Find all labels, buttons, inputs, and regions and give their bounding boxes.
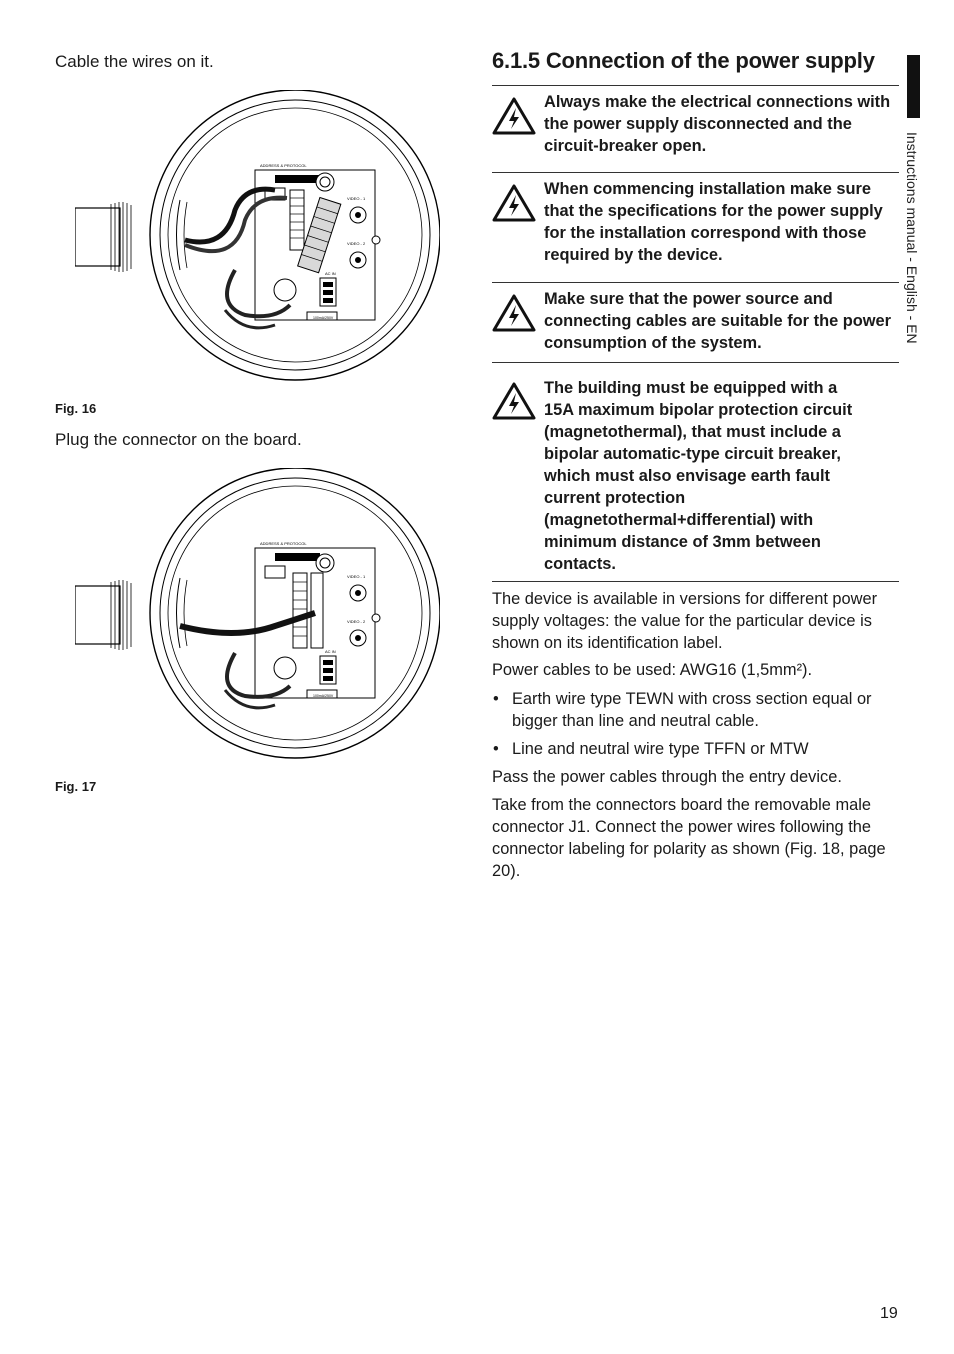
list-item [492, 688, 897, 732]
fig17-video1-label: VIDEO - 1 [347, 574, 366, 579]
fig17-rating-label: 100mA/250V [313, 694, 334, 698]
bullet-icon: • [493, 690, 499, 708]
warning-text: When commencing installation make sure that the specifications for the power supply for the installation correspond with those required by the device. [544, 180, 883, 264]
electric-hazard-icon [492, 183, 536, 223]
section-title: 6.1.5 Connection of the power supply [492, 48, 875, 73]
list-item [492, 738, 897, 760]
fig16-rating-label: 100mA/250V [313, 316, 334, 320]
paragraph-voltage-versions: The device is available in versions for different power supply voltages: the value for the particular device is shown on its identification label. [492, 590, 878, 652]
paragraph-cable-spec: Power cables to be used: AWG16 (1,5mm²). [492, 661, 813, 679]
fig17-caption: Fig. 17 [55, 779, 97, 794]
paragraph-connector-j1: Take from the connectors board the removable male connector J1. Connect the power wires following the connector labeling for polarity as shown (Fig. 18, page 20). [492, 796, 886, 880]
fig16-video2-label: VIDEO - 2 [347, 241, 366, 246]
fig17-acin-label: AC IN [325, 649, 336, 654]
page-number: 19 [880, 1305, 898, 1322]
bullet-text: Earth wire type TEWN with cross section equal or bigger than line and neutral cable. [512, 690, 872, 730]
warning-text: The building must be equipped with a 15A maximum bipolar protection circuit (magnetothermal), that must include a bipolar automatic-type circuit breaker, which must also envisage earth fault current protection (magnetothermal+differential) with minimum distance of 3mm between contacts. [544, 379, 853, 573]
bullet-text: Line and neutral wire type TFFN or MTW [512, 740, 809, 758]
warning-box [492, 282, 899, 363]
electric-hazard-icon [492, 293, 536, 333]
bullet-icon: • [493, 740, 499, 758]
fig16-caption: Fig. 16 [55, 401, 97, 416]
warning-box [492, 362, 899, 582]
warning-box [492, 172, 899, 277]
sidebar-tab-marker [907, 55, 920, 118]
warning-text: Make sure that the power source and connecting cables are suitable for the power consumption of the system. [544, 290, 892, 352]
electric-hazard-icon [492, 381, 536, 421]
fig16-video1-label: VIDEO - 1 [347, 196, 366, 201]
figure-16-illustration [75, 90, 440, 385]
fig16-address-label: ADDRESS & PROTOCOL [260, 163, 307, 168]
intro-text-1: Cable the wires on it. [55, 52, 214, 71]
warning-text: Always make the electrical connections with the power supply disconnected and the circuit-breaker open. [544, 93, 891, 155]
fig17-video2-label: VIDEO - 2 [347, 619, 366, 624]
paragraph-entry-device: Pass the power cables through the entry device. [492, 768, 842, 786]
intro-text-2: Plug the connector on the board. [55, 430, 302, 449]
fig16-acin-label: AC IN [325, 271, 336, 276]
sidebar-manual-label: Instructions manual - English - EN [904, 132, 920, 344]
warning-box [492, 85, 899, 166]
fig17-address-label: ADDRESS & PROTOCOL [260, 541, 307, 546]
electric-hazard-icon [492, 96, 536, 136]
figure-17-illustration [75, 468, 440, 763]
